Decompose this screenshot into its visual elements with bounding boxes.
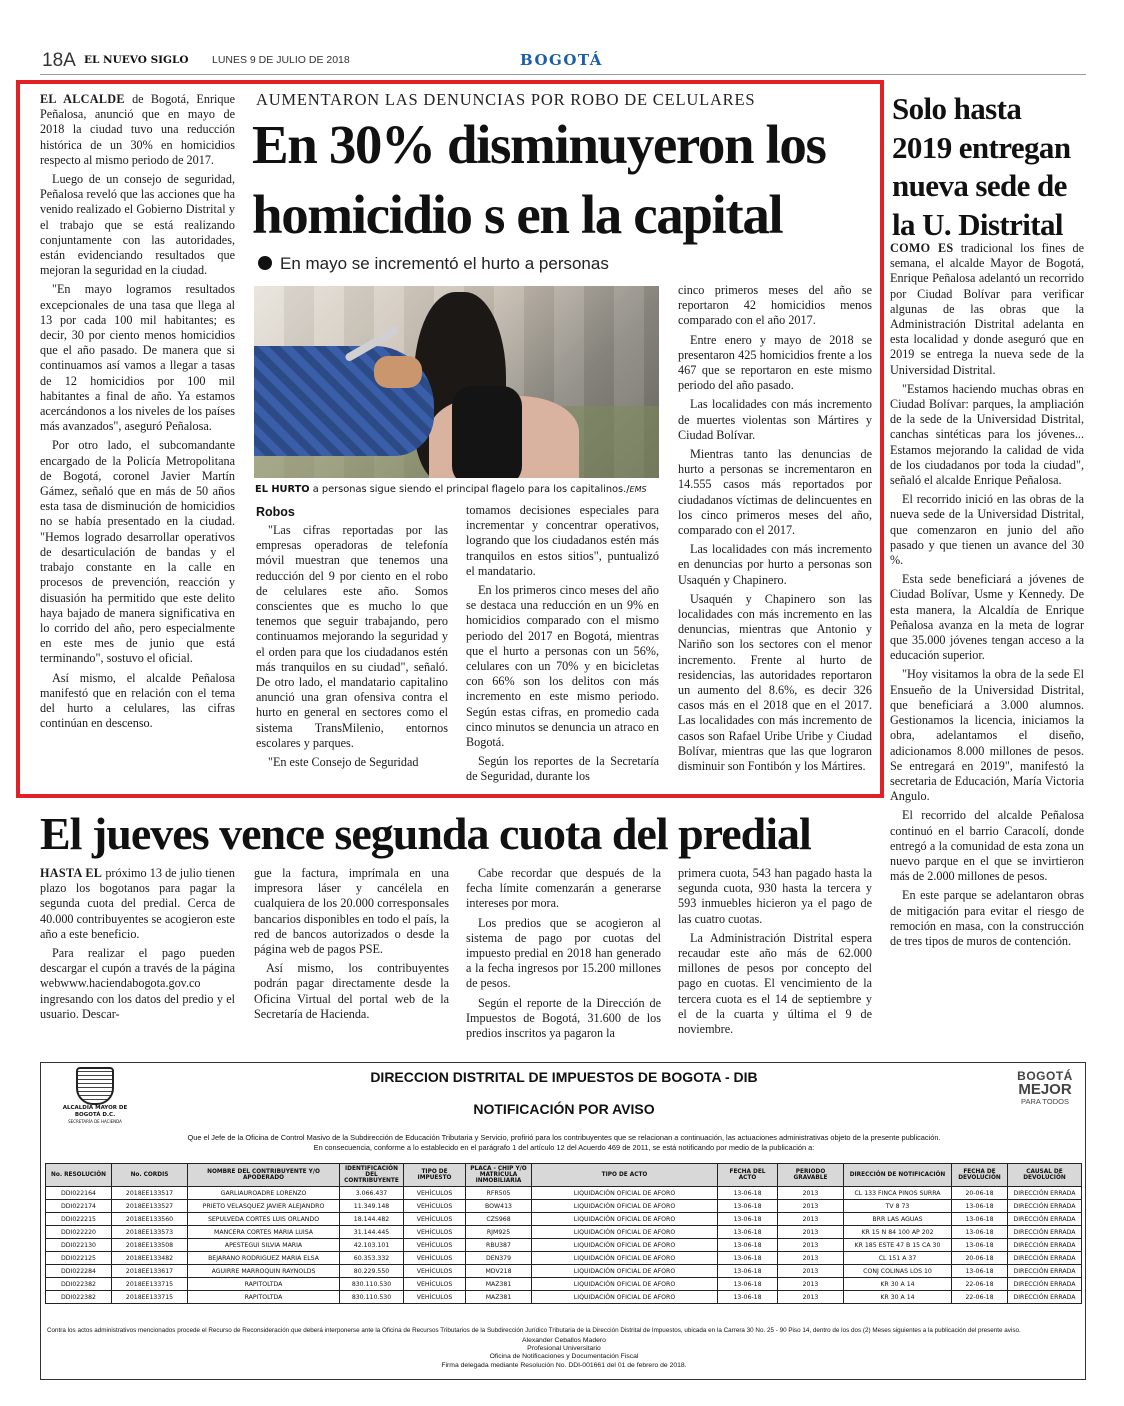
table-row	[46, 1226, 1082, 1239]
paragraph-text: En los primeros cinco meses del año se destaca una reducción en un 9% en homicidios comparado con el mismo periodo del 2017 en Bogotá, mientras que el hurto a personas con un 56%, celulares con un 70% y en bicicletas con 66% son los delitos con más incremento en este mismo periodo. Según estas cifras, en promedio cada cinco minutos se denuncia un atraco en Bogotá.	[466, 583, 659, 750]
table-row	[46, 1187, 1082, 1200]
table-cell: 20-06-18	[952, 1187, 1008, 1200]
table-cell: 13-06-18	[718, 1265, 778, 1278]
table-header-cell: No. CORDIS	[112, 1164, 188, 1187]
table-row	[46, 1252, 1082, 1265]
predial-column-1	[40, 866, 235, 1026]
paragraph-text: La Administración Distrital espera recaudar este año más de 62.000 millones de pesos por concepto del pago en cuotas. El vencimiento de la tercera cuota es el 14 de septiembre y el de la cuarta y última el 9 de noviembre.	[678, 930, 872, 1037]
table-cell: 13-06-18	[952, 1213, 1008, 1226]
paragraph-text: Por otro lado, el subcomandante encargado de la Policía Metropolitana de Bogotá, coronel Javier Martín Gámez, señaló que en más de 50 años esta tasa de disminución de homicidios no se había presentado en la ciudad. "Hemos logrado desarrollar operativos de desarticulación de bandas y el trabajo constante en la calle en procesos de prevención, reacción y disuasión ha permitido que este delito haya bajado de manera significativa en lo corrido del año, pero especialmente en este mes de junio que está terminando", sostuvo el oficial.	[40, 438, 235, 666]
table-cell: DIRECCIÓN ERRADA	[1008, 1291, 1082, 1304]
paragraph	[890, 492, 1084, 568]
predial-column-3	[466, 866, 661, 1045]
table-cell: VEHÍCULOS	[404, 1291, 466, 1304]
table-cell: MAZ381	[466, 1278, 532, 1291]
bogota-mejor-logo	[1007, 1069, 1083, 1106]
paragraph	[256, 523, 448, 751]
side-headline-line-4: la U. Distrital	[892, 206, 1063, 242]
table-header-cell: PLACA - CHIP Y/O MATRÍCULA INMOBILIARIA	[466, 1164, 532, 1187]
notice-table	[45, 1163, 1082, 1304]
table-cell: VEHÍCULOS	[404, 1226, 466, 1239]
table-cell: 2018EE133573	[112, 1226, 188, 1239]
table-cell: RJM925	[466, 1226, 532, 1239]
paragraph-text: Según el reporte de la Dirección de Impuestos de Bogotá, 31.600 de los predios inscritos ya pagaron la	[466, 995, 661, 1041]
paragraph	[466, 916, 661, 992]
side-headline-line-3: nueva sede de	[892, 168, 1067, 203]
bullet-icon	[258, 256, 272, 270]
table-cell: KR 15 N 84 100 AP 202	[844, 1226, 952, 1239]
table-cell: 2018EE133508	[112, 1239, 188, 1252]
signer-role: Profesional Universitario	[527, 1345, 601, 1353]
table-cell: RAPITOLTDA	[188, 1291, 340, 1304]
paragraph-text: próximo 13 de julio tienen plazo los bogotanos para pagar la segunda cuota del predial. Cerca de 40.000 contribuyentes se acogieron este año a este beneficio.	[40, 866, 235, 941]
notice-subtitle: NOTIFICACIÓN POR AVISO	[473, 1101, 655, 1117]
paragraph	[678, 866, 872, 927]
table-row	[46, 1278, 1082, 1291]
table-cell: 2018EE133617	[112, 1265, 188, 1278]
table-cell: KR 185 ESTE 47 B 15 CA 30	[844, 1239, 952, 1252]
signer-note: Firma delegada mediante Resolución No. DDI-001661 del 01 de febrero de 2018.	[441, 1361, 687, 1369]
paragraph	[890, 382, 1084, 488]
paragraph-text: de Bogotá, Enrique Peñalosa, anunció que en mayo de 2018 la ciudad tuvo una reducción histórica de un 30% en homicidios respecto al mismo periodo de 2017.	[40, 92, 235, 167]
paragraph-text: "Hoy visitamos la obra de la sede El Ensueño de la Universidad Distrital, que beneficiará a 3.000 alumnos. Gestionamos la licencia, iniciamos la obra, adelantamos el diseño, adicionamos 8.000 millones de pesos. Se entregará en 2019", manifestó la secretaria de Educación, María Victoria Angulo.	[890, 667, 1084, 804]
paragraph	[466, 583, 659, 750]
table-header-cell: FECHA DEL ACTO	[718, 1164, 778, 1187]
table-cell: BOW413	[466, 1200, 532, 1213]
table-cell: DDI022125	[46, 1252, 112, 1265]
table-cell: PRIETO VELASQUEZ JAVIER ALEJANDRO	[188, 1200, 340, 1213]
table-header-cell: No. RESOLUCIÓN	[46, 1164, 112, 1187]
table-cell: 3.066.437	[340, 1187, 404, 1200]
newspaper-name: EL NUEVO SIGLO	[84, 54, 189, 66]
table-cell: 13-06-18	[718, 1278, 778, 1291]
paragraph	[40, 671, 235, 732]
table-cell: LIQUIDACIÓN OFICIAL DE AFORO	[532, 1200, 718, 1213]
caption-credit: EMS	[629, 485, 647, 494]
table-cell: DIRECCIÓN ERRADA	[1008, 1252, 1082, 1265]
table-cell: LIQUIDACIÓN OFICIAL DE AFORO	[532, 1226, 718, 1239]
paragraph-lead: EL ALCALDE	[40, 92, 125, 106]
table-cell: 2013	[778, 1239, 844, 1252]
table-row	[46, 1200, 1082, 1213]
table-cell: DIRECCIÓN ERRADA	[1008, 1213, 1082, 1226]
paragraph	[466, 503, 659, 579]
photo-caption	[255, 483, 665, 496]
paragraph-text: Según los reportes de la Secretaría de Seguridad, durante los	[466, 754, 659, 784]
table-cell: LIQUIDACIÓN OFICIAL DE AFORO	[532, 1252, 718, 1265]
table-row	[46, 1291, 1082, 1304]
paragraph-text: El recorrido inició en las obras de la nueva sede de la Universidad Distrital, que comenzaron en junio del año pasado y que tienen un avance del 30 %.	[890, 492, 1084, 568]
paragraph-text: cinco primeros meses del año se reportaron 42 homicidios menos comparado con el año 2017.	[678, 283, 872, 328]
table-cell: 13-06-18	[718, 1239, 778, 1252]
table-cell: 60.353.332	[340, 1252, 404, 1265]
paragraph	[890, 241, 1084, 378]
table-cell: RAPITOLTDA	[188, 1278, 340, 1291]
table-cell: DDI022382	[46, 1278, 112, 1291]
table-header-cell: PERIODO GRAVABLE	[778, 1164, 844, 1187]
notice-signature	[41, 1337, 1087, 1370]
table-cell: 13-06-18	[952, 1226, 1008, 1239]
table-cell: DEN379	[466, 1252, 532, 1265]
table-cell: CZS968	[466, 1213, 532, 1226]
table-cell: LIQUIDACIÓN OFICIAL DE AFORO	[532, 1278, 718, 1291]
paragraph	[254, 961, 449, 1022]
table-cell: 2018EE133527	[112, 1200, 188, 1213]
table-cell: 22-06-18	[952, 1278, 1008, 1291]
robbery-photo	[254, 286, 659, 478]
paragraph-text: Luego de un consejo de seguridad, Peñalosa reveló que las acciones que ha venido realizado el Gobierno Distrital y el trabajo que se está realizando conjuntamente con las autoridades, están evidenciando resultados que mejoran la seguridad en la ciudad.	[40, 172, 235, 278]
table-cell: 13-06-18	[718, 1200, 778, 1213]
table-cell: DIRECCIÓN ERRADA	[1008, 1239, 1082, 1252]
notice-footer: Contra los actos administrativos mencionados procede el Recurso de Reconsideración que deberá interponerse ante la Oficina de Recursos Tributarios de la Subdirección Jurídico Tributaria de la Dirección Distrital de Impuestos, ubicada en la Carrera 30 No. 25 - 90 Piso 14, dentro de los dos (2) Meses siguientes a la publicación del presente aviso.	[47, 1327, 1021, 1334]
paragraph-text: Entre enero y mayo de 2018 se presentaron 425 homicidios frente a los 467 que se reportaron en este mismo periodo del año pasado.	[678, 332, 872, 393]
paragraph	[678, 931, 872, 1037]
paragraph-text: Esta sede beneficiará a jóvenes de Ciudad Bolívar, Usme y Kennedy. De esta manera, la Alcaldía de Enrique Peñalosa avanza en la meta de lograr que 35.000 jóvenes tengan acceso a la educación superior.	[890, 572, 1084, 663]
paragraph-text: "Estamos haciendo muchas obras en Ciudad Bolívar: parques, la ampliación de la sede de la Universidad Distrital, canchas sintéticas para los jóvenes... Estamos mejorando la calidad de vida de los ciudadanos por toda la ciudad", señaló el alcalde Enrique Peñalosa.	[890, 381, 1084, 488]
paragraph-text: Mientras tanto las denuncias de hurto a personas se incrementaron en 14.555 casos más reportados por ciudadanos víctimas de delincuentes en los cinco primeros meses del año, comparado con el 2017.	[678, 447, 872, 538]
table-cell: 2013	[778, 1213, 844, 1226]
main-kicker: AUMENTARON LAS DENUNCIAS POR ROBO DE CELULARES	[256, 90, 756, 109]
table-header-cell: TIPO DE IMPUESTO	[404, 1164, 466, 1187]
table-cell: KR 30 A 14	[844, 1278, 952, 1291]
table-cell: 13-06-18	[718, 1252, 778, 1265]
table-cell: 13-06-18	[952, 1265, 1008, 1278]
main-subhead	[258, 254, 678, 274]
paragraph-text: primera cuota, 543 han pagado hasta la segunda cuota, 930 hasta la tercera y 593 inmuebles hicieron ya el pago de las cuatro cuotas.	[678, 866, 872, 926]
paragraph	[40, 282, 235, 434]
caption-text: a personas sigue siendo el principal flagelo para los capitalinos./	[309, 484, 630, 495]
table-cell: LIQUIDACIÓN OFICIAL DE AFORO	[532, 1239, 718, 1252]
notice-intro-2: En consecuencia, conforme a lo establecido en el parágrafo 1 del artículo 12 del Acuerdo 469 de 2011, se está notificando por medio de la publicación a:	[313, 1143, 815, 1152]
table-cell: 13-06-18	[718, 1291, 778, 1304]
logo-line-3: PARA TODOS	[1021, 1097, 1069, 1106]
paragraph-text: Cabe recordar que después de la fecha límite comenzarán a generarse intereses por mora.	[466, 866, 661, 911]
table-cell: 42.103.101	[340, 1239, 404, 1252]
table-cell: GARLIAUROADRE LORENZO	[188, 1187, 340, 1200]
table-cell: 13-06-18	[718, 1226, 778, 1239]
table-cell: 2018EE133715	[112, 1278, 188, 1291]
paragraph-text: Las localidades con más incremento en denuncias por hurto a personas son Usaquén y Chapinero.	[678, 542, 872, 587]
paragraph-text: Para realizar el pago pueden descargar el cupón a través de la página webwww.haciendabogota.gov.co ingresando con los datos del predio y el usuario. Descar-	[40, 946, 235, 1021]
paragraph	[40, 946, 235, 1022]
table-cell: DDI022164	[46, 1187, 112, 1200]
paragraph	[678, 542, 872, 588]
table-cell: 13-06-18	[718, 1187, 778, 1200]
notice-intro-1: Que el Jefe de la Oficina de Control Masivo de la Subdirección de Educación Tributaria y Servicio, profirió para los contribuyentes que se relacionan a continuación, las actuaciones administrativas objeto de la presente publicación.	[187, 1133, 941, 1142]
section-name: BOGOTÁ	[520, 51, 603, 69]
table-cell: VEHÍCULOS	[404, 1239, 466, 1252]
table-cell: DDI022220	[46, 1226, 112, 1239]
table-cell: 2018EE133715	[112, 1291, 188, 1304]
table-cell: 2013	[778, 1278, 844, 1291]
paragraph	[40, 92, 235, 168]
table-cell: BRR LAS AGUAS	[844, 1213, 952, 1226]
paragraph-text: gue la factura, imprímala en una impresora láser y cancélela en cualquiera de los 20.000 corresponsales bancarios disponibles en todo el país, la red de bancos autorizados o desde la página web de pagos PSE.	[254, 866, 449, 957]
table-header-cell: CAUSAL DE DEVOLUCIÓN	[1008, 1164, 1082, 1187]
table-cell: 20-06-18	[952, 1252, 1008, 1265]
table-header-cell: TIPO DE ACTO	[532, 1164, 718, 1187]
paragraph-lead: HASTA EL	[40, 866, 103, 880]
paragraph	[40, 866, 235, 942]
side-headline	[892, 90, 1124, 244]
table-cell: CL 133 FINCA PINOS SURRA	[844, 1187, 952, 1200]
table-cell: 2013	[778, 1265, 844, 1278]
main-column-3	[466, 503, 659, 789]
table-row	[46, 1239, 1082, 1252]
table-cell: 2013	[778, 1252, 844, 1265]
signer-name: Alexander Ceballos Madero	[522, 1337, 606, 1344]
table-cell: 13-06-18	[718, 1213, 778, 1226]
table-cell: DIRECCIÓN ERRADA	[1008, 1226, 1082, 1239]
paragraph-text: Los predios que se acogieron al sistema de pago por cuotas del impuesto predial en 2018 han generado a la fecha ingresos por 15.200 millones de pesos.	[466, 915, 661, 991]
main-column-4	[678, 283, 872, 778]
paragraph	[466, 866, 661, 912]
paragraph-text: Así mismo, los contribuyentes podrán pagar directamente desde la Oficina Virtual del portal web de la Secretaría de Hacienda.	[254, 961, 449, 1021]
headline-line-2: homicidio s en la capital	[252, 184, 783, 245]
paragraph-text: tomamos decisiones especiales para incrementar y concentrar operativos, logrando que los ciudadanos estén más tranquilos en estos sitios", puntualizó el mandatario.	[466, 503, 659, 578]
table-cell: DIRECCIÓN ERRADA	[1008, 1187, 1082, 1200]
issue-date: LUNES 9 DE JULIO DE 2018	[212, 54, 350, 66]
paragraph-text: "Las cifras reportadas por las empresas operadoras de telefonía móvil muestran que tenemos una reducción del 9 por ciento en el robo de celulares este año. Somos conscientes que es mucho lo que tenemos que seguir trabajando, pero continuamos mejorando la seguridad y el orden para que los ciudadanos estén más tranquilos en su ciudad", señaló. De otro lado, el mandatario capitalino anunció una gran ofensiva contra el hurto en general en sectores como el sistema TransMilenio, entornos escolares y parques.	[256, 523, 448, 750]
table-cell: MANCERA CORTES MARIA LUISA	[188, 1226, 340, 1239]
table-cell: 2013	[778, 1226, 844, 1239]
paragraph	[890, 888, 1084, 949]
paragraph	[466, 754, 659, 784]
paragraph-text: "En este Consejo de Seguridad	[268, 755, 419, 770]
paragraph	[678, 283, 872, 329]
logo-line-1: BOGOTÁ	[1017, 1069, 1073, 1083]
robos-heading: Robos	[256, 505, 295, 519]
table-header-cell: DIRECCIÓN DE NOTIFICACIÓN	[844, 1164, 952, 1187]
side-headline-line-2: 2019 entregan	[892, 129, 1071, 165]
table-cell: VEHÍCULOS	[404, 1265, 466, 1278]
table-cell: 2018EE133560	[112, 1213, 188, 1226]
table-cell: DDI022130	[46, 1239, 112, 1252]
table-cell: 18.144.482	[340, 1213, 404, 1226]
table-cell: MAZ381	[466, 1291, 532, 1304]
table-cell: VEHÍCULOS	[404, 1187, 466, 1200]
notice-title: DIRECCION DISTRITAL DE IMPUESTOS DE BOGOTA - DIB	[370, 1069, 758, 1085]
paragraph	[890, 572, 1084, 663]
table-cell: APESTEGUI SILVIA MARIA	[188, 1239, 340, 1252]
predial-headline: El jueves vence segunda cuota del predial	[40, 808, 811, 859]
paragraph	[40, 172, 235, 278]
predial-column-2	[254, 866, 449, 1026]
main-headline	[252, 110, 882, 250]
table-cell: 80.229.550	[340, 1265, 404, 1278]
table-cell: LIQUIDACIÓN OFICIAL DE AFORO	[532, 1291, 718, 1304]
table-cell: VEHÍCULOS	[404, 1213, 466, 1226]
paragraph	[254, 866, 449, 957]
page-number: 18A	[42, 50, 76, 71]
table-cell: VEHÍCULOS	[404, 1252, 466, 1265]
paragraph-text: Las localidades con más incremento de muertes violentas son Mártires y Ciudad Bolívar.	[678, 397, 872, 442]
paragraph-text: "En mayo logramos resultados excepcionales de una tasa que llega al 13 por cada 100 mil habitantes; es decir, 30 por ciento menos homicidios que el año pasado. De manera que si continuamos así vamos a llegar a tasas de 12 homicidios por 100 mil habitantes a final de año. Ya estamos acercándonos a los niveles de los países más avanzados", aseguró Peñalosa.	[40, 282, 235, 434]
table-cell: 2013	[778, 1187, 844, 1200]
table-cell: LIQUIDACIÓN OFICIAL DE AFORO	[532, 1213, 718, 1226]
paragraph	[890, 808, 1084, 884]
table-cell: RFR505	[466, 1187, 532, 1200]
side-column	[890, 241, 1084, 953]
seal-sub: SECRETARÍA DE HACIENDA	[68, 1119, 122, 1124]
table-cell: 31.144.445	[340, 1226, 404, 1239]
table-header-cell: IDENTIFICACIÓN DEL CONTRIBUYENTE	[340, 1164, 404, 1187]
paragraph-text: Así mismo, el alcalde Peñalosa manifestó que en relación con el tema del hurto a celulares, las cifras continúan en descenso.	[40, 670, 235, 731]
table-cell: 2018EE133482	[112, 1252, 188, 1265]
paragraph	[890, 667, 1084, 804]
table-cell: 830.110.530	[340, 1278, 404, 1291]
paragraph-lead: COMO ES	[890, 241, 954, 255]
table-cell: DDI022174	[46, 1200, 112, 1213]
table-cell: LIQUIDACIÓN OFICIAL DE AFORO	[532, 1265, 718, 1278]
table-cell: RBU387	[466, 1239, 532, 1252]
page-header	[40, 48, 1086, 75]
main-column-2	[256, 523, 448, 774]
table-cell: KR 30 A 14	[844, 1291, 952, 1304]
table-cell: 13-06-18	[952, 1239, 1008, 1252]
table-cell: 22-06-18	[952, 1291, 1008, 1304]
table-cell: VEHÍCULOS	[404, 1278, 466, 1291]
table-cell: 11.349.148	[340, 1200, 404, 1213]
table-cell: LIQUIDACIÓN OFICIAL DE AFORO	[532, 1187, 718, 1200]
table-cell: CONJ COLINAS LOS 10	[844, 1265, 952, 1278]
table-row	[46, 1265, 1082, 1278]
logo-line-2: MEJOR	[1018, 1081, 1072, 1098]
table-cell: 830.110.530	[340, 1291, 404, 1304]
paragraph	[466, 996, 661, 1042]
table-cell: VEHÍCULOS	[404, 1200, 466, 1213]
table-cell: TV 8 73	[844, 1200, 952, 1213]
seal-label: ALCALDÍA MAYOR DE BOGOTÁ D.C.	[62, 1105, 128, 1118]
table-cell: DIRECCIÓN ERRADA	[1008, 1200, 1082, 1213]
paragraph-text: Usaquén y Chapinero son las localidades con más incremento en las denuncias, mientras que Antonio y Nariño son los sectores con el menor incremento. Frente al hurto de residencias, las autoridades reportaron un aumento del 8.6%, es decir 326 casos más en el 2018 que en el 2017. Las localidades con más incremento de casos son Rafael Uribe Uribe y Ciudad Bolívar, mientras que las que lograron disminuir son Fontibón y los Mártires.	[678, 591, 872, 774]
table-cell: 2013	[778, 1291, 844, 1304]
table-header-cell: NOMBRE DEL CONTRIBUYENTE Y/O APODERADO	[188, 1164, 340, 1187]
table-cell: DDI022284	[46, 1265, 112, 1278]
legal-notice	[40, 1062, 1086, 1380]
paragraph	[678, 397, 872, 443]
paragraph	[40, 438, 235, 666]
paragraph-text: tradicional los fines de semana, el alcalde Mayor de Bogotá, Enrique Peñalosa adelantó un recorrido por Ciudad Bolívar para verificar algunas de las obras que la Administración Distrital adelanta en esta localidad y donde aseguró que en 2019 se entrega la nueva sede de la Universidad Distrital.	[890, 241, 1084, 377]
table-cell: DIRECCIÓN ERRADA	[1008, 1265, 1082, 1278]
paragraph	[256, 755, 448, 770]
table-cell: DDI022382	[46, 1291, 112, 1304]
headline-line-1: En 30% disminuyeron los	[252, 114, 826, 175]
table-cell: 2013	[778, 1200, 844, 1213]
table-cell: 13-06-18	[952, 1200, 1008, 1213]
predial-column-4	[678, 866, 872, 1041]
paragraph	[678, 333, 872, 394]
table-row	[46, 1213, 1082, 1226]
caption-lead: EL HURTO	[255, 484, 310, 495]
paragraph-text: En este parque se adelantaron obras de mitigación para evitar el riesgo de remoción en masa, con la construcción de tres tipos de muros de contención.	[890, 888, 1084, 948]
table-cell: DDI022215	[46, 1213, 112, 1226]
table-cell: DIRECCIÓN ERRADA	[1008, 1278, 1082, 1291]
signer-office: Oficina de Notificaciones y Documentación Fiscal	[489, 1353, 639, 1361]
table-cell: MDV218	[466, 1265, 532, 1278]
paragraph	[678, 592, 872, 774]
main-column-1	[40, 92, 235, 735]
table-cell: BEJARANO RODRIGUEZ MARIA ELSA	[188, 1252, 340, 1265]
table-cell: 2018EE133517	[112, 1187, 188, 1200]
side-headline-line-1: Solo hasta	[892, 91, 1022, 126]
paragraph	[678, 447, 872, 538]
table-cell: AGUIRRE MARROQUIN RAYNOLDS	[188, 1265, 340, 1278]
paragraph-text: El recorrido del alcalde Peñalosa continuó en el barrio Caracolí, donde entregó a la comunidad de esta zona un nuevo parque en el que se invirtieron más de 2.000 millones de pesos.	[890, 808, 1084, 884]
subhead-text: En mayo se incrementó el hurto a personas	[280, 254, 609, 273]
table-header-cell: FECHA DE DEVOLUCIÓN	[952, 1164, 1008, 1187]
table-cell: SEPULVEDA CORTES LUIS ORLANDO	[188, 1213, 340, 1226]
table-cell: CL 151 A 37	[844, 1252, 952, 1265]
